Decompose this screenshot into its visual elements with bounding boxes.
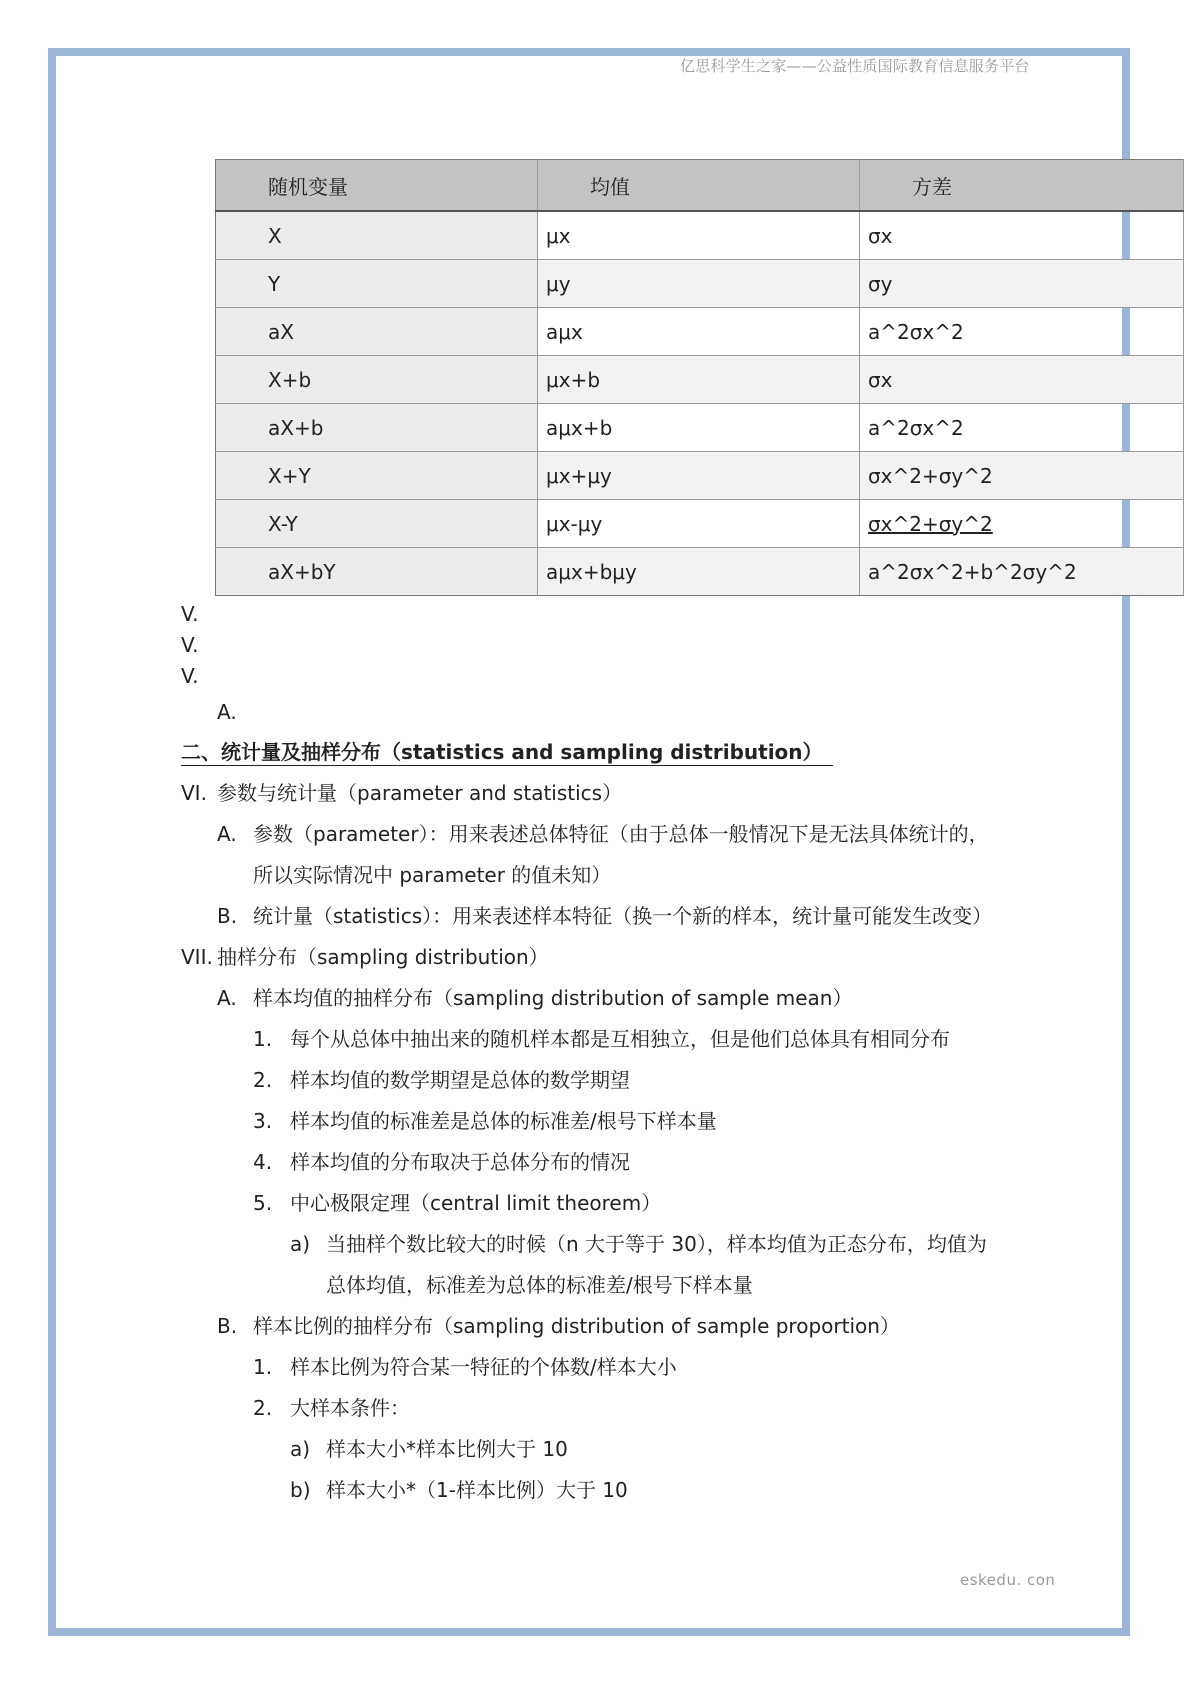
- list-marker: a): [290, 1437, 311, 1461]
- list-item: [253, 1190, 662, 1216]
- table-cell: aμx+b: [538, 404, 860, 452]
- list-text: 中心极限定理（central limit theorem）: [290, 1191, 662, 1215]
- table-cell: μx+μy: [538, 452, 860, 500]
- list-text: 每个从总体中抽出来的随机样本都是互相独立，但是他们总体具有相同分布: [290, 1027, 950, 1051]
- list-text: 抽样分布（sampling distribution）: [217, 945, 549, 969]
- table-cell: μx+b: [538, 356, 860, 404]
- page-header: 亿思科学生之家——公益性质国际教育信息服务平台: [680, 57, 1030, 75]
- table-row: [216, 308, 1184, 356]
- table-cell: σx: [860, 356, 1184, 404]
- list-marker: a): [290, 1232, 311, 1256]
- list-marker: VI.: [181, 781, 207, 805]
- list-text: 样本均值的分布取决于总体分布的情况: [290, 1150, 630, 1174]
- page-footer: eskedu. con: [960, 1571, 1056, 1589]
- table-row: [216, 356, 1184, 404]
- table-cell: σy: [860, 260, 1184, 308]
- list-text: 样本比例的抽样分布（sampling distribution of sample proportion）: [253, 1314, 900, 1338]
- list-text: 样本大小*（1-样本比例）大于 10: [326, 1478, 628, 1502]
- list-item: [253, 1108, 717, 1134]
- list-marker: 1.: [253, 1027, 273, 1051]
- list-item: [290, 1477, 628, 1503]
- list-text: 样本均值的抽样分布（sampling distribution of sample mean）: [253, 986, 853, 1010]
- table-cell: X: [216, 211, 538, 260]
- table-row: [216, 211, 1184, 260]
- list-item: [253, 1067, 630, 1093]
- list-marker: V.: [181, 664, 199, 688]
- list-text: 当抽样个数比较大的时候（n 大于等于 30），样本均值为正态分布，均值为: [326, 1232, 987, 1256]
- table-cell: σx: [860, 211, 1184, 260]
- list-marker: 2.: [253, 1068, 273, 1092]
- list-marker: V.: [181, 633, 199, 657]
- list-text: 样本均值的标准差是总体的标准差/根号下样本量: [290, 1109, 717, 1133]
- list-item: [253, 1354, 677, 1380]
- table-cell: aμx+bμy: [538, 548, 860, 596]
- table-cell: σx^2+σy^2: [860, 452, 1184, 500]
- table-row: [216, 500, 1184, 548]
- list-item: [253, 1149, 630, 1175]
- table-cell: aX+bY: [216, 548, 538, 596]
- list-text: 样本均值的数学期望是总体的数学期望: [290, 1068, 630, 1092]
- table-row: [216, 404, 1184, 452]
- formula-table: [215, 159, 1184, 596]
- list-item: [217, 985, 853, 1011]
- table-header-mean: 均值: [538, 160, 860, 212]
- list-text: 大样本条件：: [290, 1396, 410, 1420]
- list-marker: 5.: [253, 1191, 273, 1215]
- table-cell: a^2σx^2: [860, 404, 1184, 452]
- table-header-variance: 方差: [860, 160, 1184, 212]
- table-cell: μy: [538, 260, 860, 308]
- table-cell: aμx: [538, 308, 860, 356]
- list-marker: V.: [181, 602, 199, 626]
- list-marker: B.: [217, 1314, 238, 1338]
- table-row: [216, 260, 1184, 308]
- list-item: [290, 1436, 568, 1462]
- table-cell: σx^2+σy^2: [860, 500, 1184, 548]
- table-cell: Y: [216, 260, 538, 308]
- list-text: 所以实际情况中 parameter 的值未知）: [253, 863, 612, 887]
- list-text: 总体均值，标准差为总体的标准差/根号下样本量: [326, 1273, 753, 1297]
- table-cell: a^2σx^2+b^2σy^2: [860, 548, 1184, 596]
- table-cell: μx-μy: [538, 500, 860, 548]
- table-row: [216, 548, 1184, 596]
- table-header-variable: 随机变量: [216, 160, 538, 212]
- section-heading: 二、统计量及抽样分布（statistics and sampling distribution）: [181, 739, 833, 766]
- list-marker: 2.: [253, 1396, 273, 1420]
- table-header-row: [216, 160, 1184, 212]
- list-marker: A.: [217, 986, 237, 1010]
- list-item: [181, 780, 623, 806]
- list-text: 统计量（statistics）：用来表述样本特征（换一个新的样本，统计量可能发生改变）: [253, 904, 993, 928]
- list-item: [290, 1231, 987, 1257]
- list-item: [217, 903, 993, 929]
- list-text: 参数（parameter）：用来表述总体特征（由于总体一般情况下是无法具体统计的，: [253, 822, 989, 846]
- list-item: [217, 1313, 900, 1339]
- list-text: 样本比例为符合某一特征的个体数/样本大小: [290, 1355, 677, 1379]
- table-cell: X+Y: [216, 452, 538, 500]
- table-cell: μx: [538, 211, 860, 260]
- table-cell: a^2σx^2: [860, 308, 1184, 356]
- table-cell: aX+b: [216, 404, 538, 452]
- list-marker: 3.: [253, 1109, 273, 1133]
- list-item: [181, 944, 549, 970]
- list-marker: VII.: [181, 945, 213, 969]
- list-marker: 4.: [253, 1150, 273, 1174]
- list-marker: A.: [217, 822, 237, 846]
- table-row: [216, 452, 1184, 500]
- table-cell: aX: [216, 308, 538, 356]
- list-text: 样本大小*样本比例大于 10: [326, 1437, 568, 1461]
- list-marker: A.: [217, 700, 237, 724]
- list-item: [253, 1395, 410, 1421]
- list-marker: 1.: [253, 1355, 273, 1379]
- list-item: [253, 1026, 950, 1052]
- list-marker: B.: [217, 904, 238, 928]
- list-item: [217, 821, 989, 847]
- list-text: 参数与统计量（parameter and statistics）: [217, 781, 623, 805]
- table-cell: X+b: [216, 356, 538, 404]
- list-marker: b): [290, 1478, 311, 1502]
- table-cell: X-Y: [216, 500, 538, 548]
